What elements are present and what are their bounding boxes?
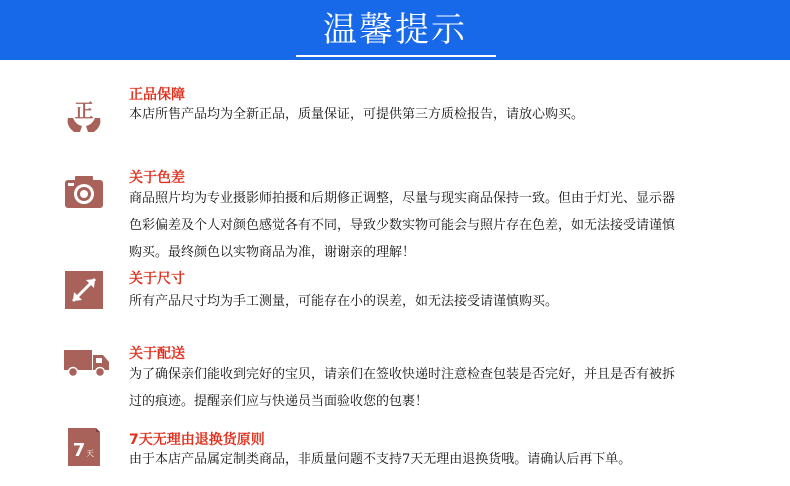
seven-day-calendar-icon (62, 424, 106, 468)
svg-text:天: 天 (86, 449, 94, 458)
section-body (129, 185, 765, 266)
body-line: 商品照片均为专业摄影师拍摄和后期修正调整，尽量与现实商品保持一致。但由于灯光、显示器 (129, 191, 676, 206)
camera-icon (62, 171, 106, 215)
section-title: 关于色差 (129, 170, 185, 186)
page-title: 温馨提示 (323, 10, 467, 50)
section-title: 7天无理由退换货原则 (129, 432, 265, 448)
body-line: 所有产品尺寸均为手工测量，可能存在小的误差，如无法接受请谨慎购买。 (129, 294, 559, 309)
svg-text:7: 7 (72, 440, 86, 461)
section-body (129, 361, 765, 415)
delivery-truck-icon (62, 340, 112, 384)
body-line: 本店所售产品均为全新正品，质量保证，可提供第三方质检报告，请放心购买。 (129, 107, 585, 122)
body-line: 购买。最终颜色以实物商品为准，谢谢亲的理解！ (129, 245, 416, 260)
section-body (129, 101, 765, 128)
section-body (129, 446, 765, 473)
section-body (129, 288, 765, 315)
section-title: 关于尺寸 (129, 271, 185, 287)
body-line: 为了确保亲们能收到完好的宝贝，请亲们在签收快递时注意检查包装是否完好，并且是否有被拆 (129, 367, 676, 382)
body-line: 色彩偏差及个人对颜色感觉各有不同，导致少数实物可能会与照片存在色差，如无法接受请谨慎 (129, 218, 676, 233)
section-title: 正品保障 (129, 87, 185, 103)
header-banner (0, 0, 790, 60)
svg-text:正: 正 (74, 100, 94, 122)
hands-zheng-icon (62, 92, 106, 136)
body-line: 由于本店产品属定制类商品，非质量问题不支持7天无理由退换货哦。请确认后再下单。 (129, 452, 632, 467)
resize-arrow-icon (62, 268, 106, 312)
section-title: 关于配送 (129, 346, 185, 362)
title-underline (296, 55, 496, 57)
body-line: 过的痕迹。提醒亲们应与快递员当面验收您的包裹！ (129, 394, 429, 409)
